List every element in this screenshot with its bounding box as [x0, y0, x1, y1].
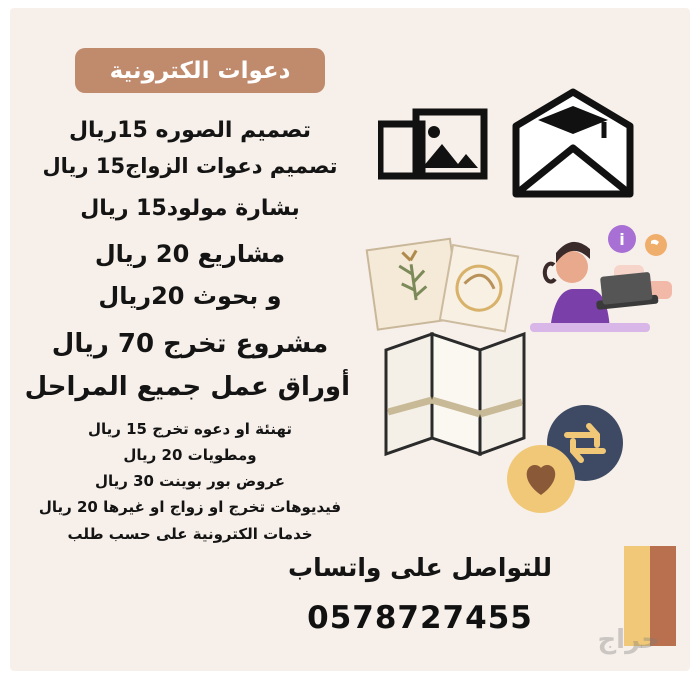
page-title	[75, 48, 325, 93]
page-title-label: دعوات الكترونية	[109, 57, 291, 84]
list-item: أوراق عمل جميع المراحل	[24, 371, 350, 402]
list-item: فيديوهات تخرج او زواج او غيرها 20 ريال	[38, 498, 342, 517]
graduation-envelope-icon	[508, 86, 638, 201]
phone-number[interactable]: 0578727455	[307, 600, 533, 636]
list-item: خدمات الكترونية على حسب طلب	[67, 524, 313, 543]
list-item: تصميم الصوره 15ريال	[68, 118, 312, 143]
list-item: بشارة مولود15 ريال	[80, 196, 300, 222]
photo-stack-icon	[378, 106, 488, 196]
contact-block	[270, 553, 570, 636]
list-item: تصميم دعوات الزواج15 ريال	[42, 153, 338, 178]
list-item: مشاريع 20 ريال	[94, 239, 286, 268]
list-item: تهنئة او دعوه تخرج 15 ريال	[87, 419, 293, 438]
heart-badge-icon	[505, 443, 577, 515]
service-list	[24, 108, 350, 544]
wedding-invitation-icon	[360, 230, 520, 340]
whatsapp-label: للتواصل على واتساب	[288, 553, 552, 582]
support-agent-illustration	[510, 223, 675, 343]
svg-text:i: i	[619, 230, 625, 249]
poster-card	[10, 8, 690, 671]
list-item: مشروع تخرج 70 ريال	[51, 328, 329, 359]
list-item: و بحوث 20ريال	[98, 282, 282, 311]
list-item: عروض بور بوينت 30 ريال	[94, 472, 286, 491]
list-item: ومطويات 20 ريال	[123, 445, 257, 464]
watermark: حراج	[597, 625, 660, 655]
